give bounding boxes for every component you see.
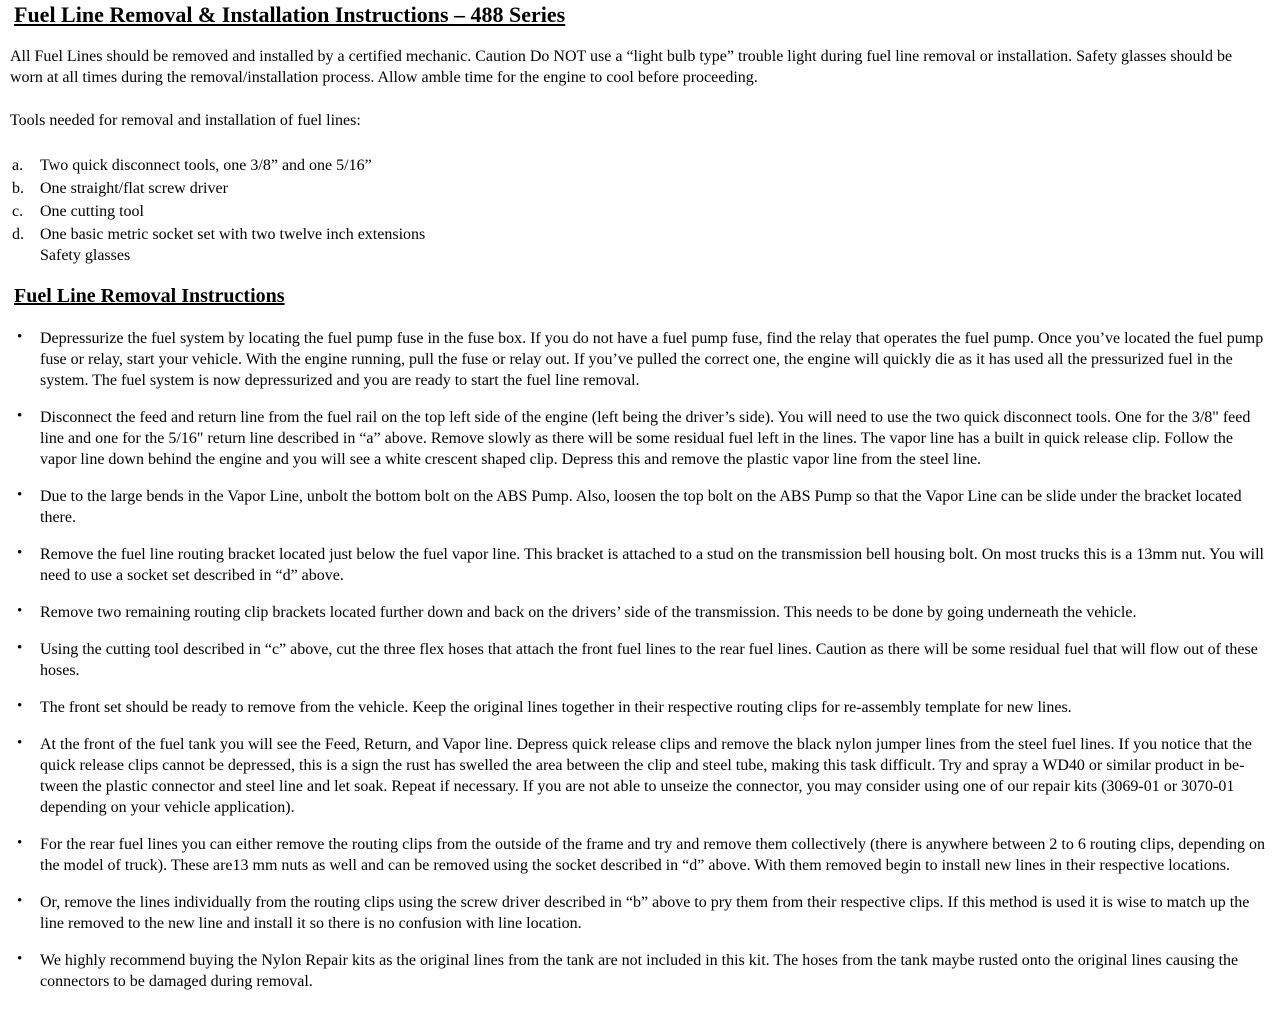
bullet-icon: • [17,329,23,345]
instruction-text: Remove two remaining routing clip brackets located further down and back on the drivers’ side of the transmission. This needs to be done by going underneath the vehicle. [40,604,1137,621]
instruction-text: For the rear fuel lines you can either remove the routing clips from the outside of the frame and try and remove them collectively (there is anywhere between 2 to 6 routing clips, depending on the model of truck). These are13 mm nuts as well and can be removed using the socket described in “d” above. With them removed begin to install new lines in their respective locations. [40,836,1265,874]
tools-intro: Tools needed for removal and installation of fuel lines: [10,112,361,129]
bullet-icon: • [17,603,23,619]
instruction-text: Using the cutting tool described in “c” above, cut the three flex hoses that attach the front fuel lines to the rear fuel lines. Caution as there will be some residual fuel that will flow out of these hoses. [40,641,1258,679]
section-heading: Fuel Line Removal Instructions [14,285,285,307]
instruction-item [10,544,1266,586]
bullet-icon: • [17,835,23,851]
intro-paragraph: All Fuel Lines should be removed and installed by a certified mechanic. Caution Do NOT use a “light bulb type” trouble light during fuel line removal or installation. Safety glasses should be worn at all times during the removal/installation process. Allow amble time for the engine to cool before proceeding. [10,48,1233,86]
instruction-text: Or, remove the lines individually from the routing clips using the screw driver described in “b” above to pry them from their respective clips. If this method is used it is wise to match up the line removed to the new line and install it so there is no confusion with line location. [40,894,1250,932]
tool-item-c [10,201,1266,222]
document-title: Fuel Line Removal & Installation Instructions – 488 Series [14,2,566,27]
instruction-item [10,407,1266,470]
instruction-text: Depressurize the fuel system by locating the fuel pump fuse in the fuse box. If you do not have a fuel pump fuse, find the relay that operates the fuel pump. Once you’ve located the fuel pump fuse or relay, start your vehicle. With the engine running, pull the fuse or relay out. If you’ve pulled the correct one, the engine will quickly die as it has used all the pressurized fuel in the system. The fuel system is now depressurized and you are ready to start the fuel line removal. [40,330,1264,389]
bullet-icon: • [17,487,23,503]
tool-note-safety-glasses: Safety glasses [40,247,131,264]
instruction-item [10,892,1266,934]
instruction-item [10,639,1266,681]
instruction-item [10,486,1266,528]
tool-item-a [10,155,1266,176]
instruction-list [10,328,1266,992]
instruction-item [10,602,1266,623]
instruction-text: We highly recommend buying the Nylon Repair kits as the original lines from the tank are not included in this kit. The hoses from the tank maybe rusted onto the original lines causing the connectors to be damaged during removal. [40,952,1239,990]
instruction-text: At the front of the fuel tank you will see the Feed, Return, and Vapor line. Depress quick release clips and remove the black nylon jumper lines from the steel fuel lines. If you notice that the quick release clips cannot be depressed, this is a sign the rust has swelled the area between the clip and steel tube, making this task difficult. Try and spray a WD40 or similar product in be-tween the plastic connector and steel line and let soak. Repeat if necessary. If you are not able to unseize the connector, you may consider using one of our repair kits (3069-01 or 3070-01 depending on your vehicle application). [40,736,1252,816]
tool-letter-a: a. [12,157,24,174]
bullet-icon: • [17,545,23,561]
instruction-text: Remove the fuel line routing bracket located just below the fuel vapor line. This bracket is attached to a stud on the transmission bell housing bolt. On most trucks this is a 13mm nut. You will need to use a socket set described in “d” above. [40,546,1264,584]
bullet-icon: • [17,893,23,909]
tool-text-b: One straight/flat screw driver [40,180,228,197]
instruction-item [10,697,1266,718]
tool-letter-d: d. [12,226,24,243]
bullet-icon: • [17,640,23,656]
tool-letter-c: c. [12,203,24,220]
bullet-icon: • [17,408,23,424]
tool-text-c: One cutting tool [40,203,144,220]
instruction-text: Due to the large bends in the Vapor Line, unbolt the bottom bolt on the ABS Pump. Also, loosen the top bolt on the ABS Pump so that the Vapor Line can be slide under the bracket located there. [40,488,1242,526]
instruction-item [10,734,1266,818]
instruction-text: Disconnect the feed and return line from the fuel rail on the top left side of the engine (left being the driver’s side). You will need to use the two quick disconnect tools. One for the 3/8" feed line and one for the 5/16" return line described in “a” above. Remove slowly as there will be some residual fuel left in the lines. The vapor line has a built in quick release clip. Follow the vapor line down behind the engine and you will see a white crescent shaped clip. Depress this and remove the plastic vapor line from the steel line. [40,409,1251,468]
tool-item-d [10,224,1266,266]
instruction-item [10,950,1266,992]
bullet-icon: • [17,951,23,967]
instruction-item [10,834,1266,876]
instruction-item [10,328,1266,391]
instruction-text: The front set should be ready to remove from the vehicle. Keep the original lines together in their respective routing clips for re-assembly template for new lines. [40,699,1072,716]
bullet-icon: • [17,735,23,751]
tool-text-a: Two quick disconnect tools, one 3/8” and one 5/16” [40,157,372,174]
tool-text-d: One basic metric socket set with two twelve inch extensions [40,226,426,243]
tool-item-b [10,178,1266,199]
tools-list [10,155,1266,266]
tool-letter-b: b. [12,180,24,197]
bullet-icon: • [17,698,23,714]
